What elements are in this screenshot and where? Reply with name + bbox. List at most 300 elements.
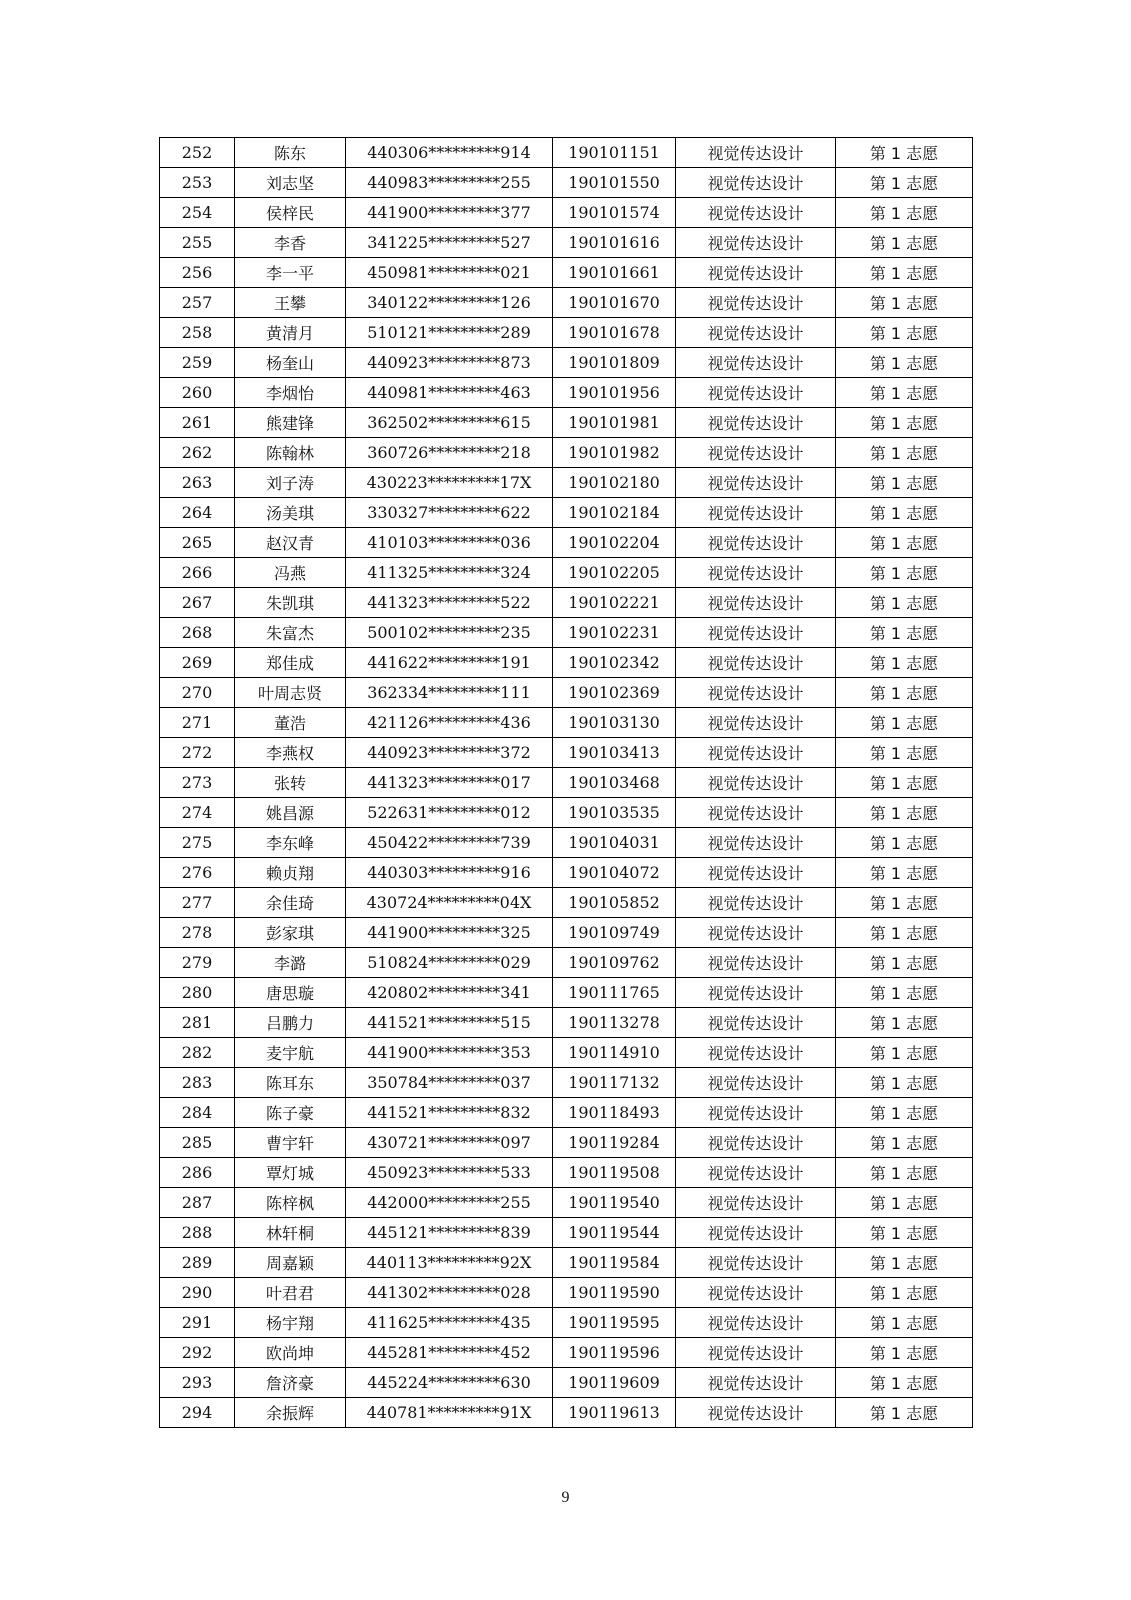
preference-cell: 第 1 志愿 xyxy=(836,198,973,228)
preference-cell: 第 1 志愿 xyxy=(836,1308,973,1338)
row-number-cell: 281 xyxy=(160,1008,235,1038)
table-row xyxy=(160,858,973,888)
row-number-cell: 264 xyxy=(160,498,235,528)
exam-number-cell: 190117132 xyxy=(553,1068,676,1098)
major-cell: 视觉传达设计 xyxy=(676,738,836,768)
major-cell: 视觉传达设计 xyxy=(676,708,836,738)
major-cell: 视觉传达设计 xyxy=(676,918,836,948)
exam-number-cell: 190105852 xyxy=(553,888,676,918)
preference-cell: 第 1 志愿 xyxy=(836,168,973,198)
exam-number-cell: 190114910 xyxy=(553,1038,676,1068)
student-name-cell: 杨宇翔 xyxy=(235,1308,346,1338)
preference-cell: 第 1 志愿 xyxy=(836,558,973,588)
major-cell: 视觉传达设计 xyxy=(676,1158,836,1188)
row-number-cell: 285 xyxy=(160,1128,235,1158)
table-row xyxy=(160,258,973,288)
major-cell: 视觉传达设计 xyxy=(676,498,836,528)
row-number-cell: 263 xyxy=(160,468,235,498)
student-name-cell: 唐思璇 xyxy=(235,978,346,1008)
major-cell: 视觉传达设计 xyxy=(676,1098,836,1128)
table-row xyxy=(160,678,973,708)
exam-number-cell: 190119540 xyxy=(553,1188,676,1218)
major-cell: 视觉传达设计 xyxy=(676,888,836,918)
student-name-cell: 熊建锋 xyxy=(235,408,346,438)
student-name-cell: 陈梓枫 xyxy=(235,1188,346,1218)
major-cell: 视觉传达设计 xyxy=(676,798,836,828)
exam-number-cell: 190111765 xyxy=(553,978,676,1008)
table-row xyxy=(160,738,973,768)
id-number-cell: 360726*********218 xyxy=(346,438,553,468)
id-number-cell: 440113*********92X xyxy=(346,1248,553,1278)
row-number-cell: 286 xyxy=(160,1158,235,1188)
row-number-cell: 268 xyxy=(160,618,235,648)
preference-cell: 第 1 志愿 xyxy=(836,378,973,408)
id-number-cell: 441622*********191 xyxy=(346,648,553,678)
major-cell: 视觉传达设计 xyxy=(676,648,836,678)
id-number-cell: 410103*********036 xyxy=(346,528,553,558)
major-cell: 视觉传达设计 xyxy=(676,678,836,708)
preference-cell: 第 1 志愿 xyxy=(836,738,973,768)
student-name-cell: 李燕权 xyxy=(235,738,346,768)
exam-number-cell: 190102342 xyxy=(553,648,676,678)
preference-cell: 第 1 志愿 xyxy=(836,438,973,468)
major-cell: 视觉传达设计 xyxy=(676,1368,836,1398)
table-row xyxy=(160,138,973,168)
preference-cell: 第 1 志愿 xyxy=(836,618,973,648)
id-number-cell: 445224*********630 xyxy=(346,1368,553,1398)
id-number-cell: 421126*********436 xyxy=(346,708,553,738)
id-number-cell: 340122*********126 xyxy=(346,288,553,318)
id-number-cell: 442000*********255 xyxy=(346,1188,553,1218)
preference-cell: 第 1 志愿 xyxy=(836,1128,973,1158)
major-cell: 视觉传达设计 xyxy=(676,1188,836,1218)
preference-cell: 第 1 志愿 xyxy=(836,678,973,708)
student-name-cell: 李香 xyxy=(235,228,346,258)
exam-number-cell: 190103468 xyxy=(553,768,676,798)
major-cell: 视觉传达设计 xyxy=(676,348,836,378)
major-cell: 视觉传达设计 xyxy=(676,858,836,888)
major-cell: 视觉传达设计 xyxy=(676,1278,836,1308)
major-cell: 视觉传达设计 xyxy=(676,1248,836,1278)
preference-cell: 第 1 志愿 xyxy=(836,858,973,888)
table-row xyxy=(160,618,973,648)
row-number-cell: 261 xyxy=(160,408,235,438)
table-row xyxy=(160,468,973,498)
exam-number-cell: 190113278 xyxy=(553,1008,676,1038)
student-name-cell: 吕鹏力 xyxy=(235,1008,346,1038)
student-name-cell: 黄清月 xyxy=(235,318,346,348)
id-number-cell: 441302*********028 xyxy=(346,1278,553,1308)
preference-cell: 第 1 志愿 xyxy=(836,318,973,348)
id-number-cell: 440303*********916 xyxy=(346,858,553,888)
id-number-cell: 445121*********839 xyxy=(346,1218,553,1248)
major-cell: 视觉传达设计 xyxy=(676,1128,836,1158)
table-row xyxy=(160,1218,973,1248)
preference-cell: 第 1 志愿 xyxy=(836,768,973,798)
major-cell: 视觉传达设计 xyxy=(676,468,836,498)
student-name-cell: 陈子豪 xyxy=(235,1098,346,1128)
exam-number-cell: 190102231 xyxy=(553,618,676,648)
row-number-cell: 288 xyxy=(160,1218,235,1248)
id-number-cell: 430223*********17X xyxy=(346,468,553,498)
preference-cell: 第 1 志愿 xyxy=(836,1158,973,1188)
student-name-cell: 董浩 xyxy=(235,708,346,738)
student-name-cell: 赖贞翔 xyxy=(235,858,346,888)
student-name-cell: 杨奎山 xyxy=(235,348,346,378)
exam-number-cell: 190101151 xyxy=(553,138,676,168)
student-name-cell: 侯梓民 xyxy=(235,198,346,228)
preference-cell: 第 1 志愿 xyxy=(836,228,973,258)
exam-number-cell: 190119596 xyxy=(553,1338,676,1368)
id-number-cell: 441900*********377 xyxy=(346,198,553,228)
id-number-cell: 330327*********622 xyxy=(346,498,553,528)
exam-number-cell: 190119284 xyxy=(553,1128,676,1158)
table-row xyxy=(160,918,973,948)
preference-cell: 第 1 志愿 xyxy=(836,288,973,318)
exam-number-cell: 190119613 xyxy=(553,1398,676,1428)
id-number-cell: 440983*********255 xyxy=(346,168,553,198)
student-name-cell: 陈耳东 xyxy=(235,1068,346,1098)
exam-number-cell: 190104072 xyxy=(553,858,676,888)
preference-cell: 第 1 志愿 xyxy=(836,528,973,558)
row-number-cell: 279 xyxy=(160,948,235,978)
exam-number-cell: 190119508 xyxy=(553,1158,676,1188)
row-number-cell: 282 xyxy=(160,1038,235,1068)
row-number-cell: 284 xyxy=(160,1098,235,1128)
table-row xyxy=(160,1098,973,1128)
table-row xyxy=(160,438,973,468)
row-number-cell: 283 xyxy=(160,1068,235,1098)
exam-number-cell: 190103130 xyxy=(553,708,676,738)
row-number-cell: 290 xyxy=(160,1278,235,1308)
table-row xyxy=(160,768,973,798)
preference-cell: 第 1 志愿 xyxy=(836,828,973,858)
id-number-cell: 441521*********515 xyxy=(346,1008,553,1038)
exam-number-cell: 190102205 xyxy=(553,558,676,588)
table-row xyxy=(160,948,973,978)
major-cell: 视觉传达设计 xyxy=(676,288,836,318)
id-number-cell: 441900*********325 xyxy=(346,918,553,948)
exam-number-cell: 190101550 xyxy=(553,168,676,198)
row-number-cell: 278 xyxy=(160,918,235,948)
student-name-cell: 陈东 xyxy=(235,138,346,168)
id-number-cell: 441521*********832 xyxy=(346,1098,553,1128)
table-row xyxy=(160,1308,973,1338)
exam-number-cell: 190119584 xyxy=(553,1248,676,1278)
student-name-cell: 曹宇轩 xyxy=(235,1128,346,1158)
table-row xyxy=(160,1128,973,1158)
major-cell: 视觉传达设计 xyxy=(676,948,836,978)
page-number: 9 xyxy=(561,1489,570,1506)
preference-cell: 第 1 志愿 xyxy=(836,258,973,288)
exam-number-cell: 190119590 xyxy=(553,1278,676,1308)
table-row xyxy=(160,708,973,738)
id-number-cell: 450422*********739 xyxy=(346,828,553,858)
student-name-cell: 刘志坚 xyxy=(235,168,346,198)
student-name-cell: 麦宇航 xyxy=(235,1038,346,1068)
row-number-cell: 266 xyxy=(160,558,235,588)
exam-number-cell: 190103413 xyxy=(553,738,676,768)
preference-cell: 第 1 志愿 xyxy=(836,948,973,978)
student-name-cell: 刘子涛 xyxy=(235,468,346,498)
student-name-cell: 冯燕 xyxy=(235,558,346,588)
preference-cell: 第 1 志愿 xyxy=(836,978,973,1008)
table-row xyxy=(160,1038,973,1068)
major-cell: 视觉传达设计 xyxy=(676,588,836,618)
table-row xyxy=(160,1158,973,1188)
id-number-cell: 341225*********527 xyxy=(346,228,553,258)
row-number-cell: 292 xyxy=(160,1338,235,1368)
student-name-cell: 叶君君 xyxy=(235,1278,346,1308)
student-name-cell: 李东峰 xyxy=(235,828,346,858)
major-cell: 视觉传达设计 xyxy=(676,198,836,228)
major-cell: 视觉传达设计 xyxy=(676,528,836,558)
table-row xyxy=(160,498,973,528)
exam-number-cell: 190101956 xyxy=(553,378,676,408)
table-row xyxy=(160,648,973,678)
preference-cell: 第 1 志愿 xyxy=(836,1098,973,1128)
row-number-cell: 287 xyxy=(160,1188,235,1218)
row-number-cell: 274 xyxy=(160,798,235,828)
row-number-cell: 276 xyxy=(160,858,235,888)
student-name-cell: 张转 xyxy=(235,768,346,798)
exam-number-cell: 190118493 xyxy=(553,1098,676,1128)
table-row xyxy=(160,288,973,318)
exam-number-cell: 190119544 xyxy=(553,1218,676,1248)
student-name-cell: 汤美琪 xyxy=(235,498,346,528)
student-name-cell: 欧尚坤 xyxy=(235,1338,346,1368)
major-cell: 视觉传达设计 xyxy=(676,618,836,648)
preference-cell: 第 1 志愿 xyxy=(836,1338,973,1368)
row-number-cell: 289 xyxy=(160,1248,235,1278)
row-number-cell: 280 xyxy=(160,978,235,1008)
table-row xyxy=(160,1278,973,1308)
exam-number-cell: 190102369 xyxy=(553,678,676,708)
row-number-cell: 270 xyxy=(160,678,235,708)
major-cell: 视觉传达设计 xyxy=(676,438,836,468)
id-number-cell: 445281*********452 xyxy=(346,1338,553,1368)
student-name-cell: 林轩桐 xyxy=(235,1218,346,1248)
table-row xyxy=(160,198,973,228)
preference-cell: 第 1 志愿 xyxy=(836,1368,973,1398)
table-row xyxy=(160,1368,973,1398)
student-name-cell: 彭家琪 xyxy=(235,918,346,948)
exam-number-cell: 190104031 xyxy=(553,828,676,858)
row-number-cell: 253 xyxy=(160,168,235,198)
major-cell: 视觉传达设计 xyxy=(676,1068,836,1098)
student-name-cell: 姚昌源 xyxy=(235,798,346,828)
exam-number-cell: 190109762 xyxy=(553,948,676,978)
row-number-cell: 255 xyxy=(160,228,235,258)
student-name-cell: 朱富杰 xyxy=(235,618,346,648)
student-name-cell: 李一平 xyxy=(235,258,346,288)
table-row xyxy=(160,828,973,858)
exam-number-cell: 190102180 xyxy=(553,468,676,498)
exam-number-cell: 190119609 xyxy=(553,1368,676,1398)
student-name-cell: 余振辉 xyxy=(235,1398,346,1428)
exam-number-cell: 190102184 xyxy=(553,498,676,528)
row-number-cell: 258 xyxy=(160,318,235,348)
major-cell: 视觉传达设计 xyxy=(676,768,836,798)
preference-cell: 第 1 志愿 xyxy=(836,1398,973,1428)
major-cell: 视觉传达设计 xyxy=(676,1218,836,1248)
id-number-cell: 440981*********463 xyxy=(346,378,553,408)
exam-number-cell: 190101809 xyxy=(553,348,676,378)
preference-cell: 第 1 志愿 xyxy=(836,798,973,828)
major-cell: 视觉传达设计 xyxy=(676,1008,836,1038)
preference-cell: 第 1 志愿 xyxy=(836,888,973,918)
major-cell: 视觉传达设计 xyxy=(676,168,836,198)
student-name-cell: 周嘉颖 xyxy=(235,1248,346,1278)
table-row xyxy=(160,798,973,828)
exam-number-cell: 190101574 xyxy=(553,198,676,228)
exam-number-cell: 190102204 xyxy=(553,528,676,558)
row-number-cell: 267 xyxy=(160,588,235,618)
table-row xyxy=(160,1338,973,1368)
table-row xyxy=(160,228,973,258)
id-number-cell: 440306*********914 xyxy=(346,138,553,168)
preference-cell: 第 1 志愿 xyxy=(836,1068,973,1098)
id-number-cell: 362334*********111 xyxy=(346,678,553,708)
table-row xyxy=(160,168,973,198)
table-row xyxy=(160,1008,973,1038)
preference-cell: 第 1 志愿 xyxy=(836,588,973,618)
id-number-cell: 441323*********522 xyxy=(346,588,553,618)
table-row xyxy=(160,348,973,378)
id-number-cell: 510121*********289 xyxy=(346,318,553,348)
student-name-cell: 余佳琦 xyxy=(235,888,346,918)
major-cell: 视觉传达设计 xyxy=(676,558,836,588)
row-number-cell: 273 xyxy=(160,768,235,798)
student-name-cell: 叶周志贤 xyxy=(235,678,346,708)
id-number-cell: 441900*********353 xyxy=(346,1038,553,1068)
student-name-cell: 覃灯城 xyxy=(235,1158,346,1188)
exam-number-cell: 190101678 xyxy=(553,318,676,348)
preference-cell: 第 1 志愿 xyxy=(836,1188,973,1218)
row-number-cell: 294 xyxy=(160,1398,235,1428)
row-number-cell: 252 xyxy=(160,138,235,168)
table-row xyxy=(160,528,973,558)
id-number-cell: 440923*********873 xyxy=(346,348,553,378)
student-name-cell: 赵汉青 xyxy=(235,528,346,558)
preference-cell: 第 1 志愿 xyxy=(836,918,973,948)
student-name-cell: 李烟怡 xyxy=(235,378,346,408)
id-number-cell: 362502*********615 xyxy=(346,408,553,438)
student-name-cell: 詹济豪 xyxy=(235,1368,346,1398)
exam-number-cell: 190101981 xyxy=(553,408,676,438)
row-number-cell: 257 xyxy=(160,288,235,318)
row-number-cell: 254 xyxy=(160,198,235,228)
table-row xyxy=(160,1398,973,1428)
exam-number-cell: 190103535 xyxy=(553,798,676,828)
row-number-cell: 293 xyxy=(160,1368,235,1398)
major-cell: 视觉传达设计 xyxy=(676,1308,836,1338)
preference-cell: 第 1 志愿 xyxy=(836,468,973,498)
id-number-cell: 522631*********012 xyxy=(346,798,553,828)
table-row xyxy=(160,558,973,588)
table-row xyxy=(160,588,973,618)
preference-cell: 第 1 志愿 xyxy=(836,1248,973,1278)
id-number-cell: 411625*********435 xyxy=(346,1308,553,1338)
row-number-cell: 259 xyxy=(160,348,235,378)
student-name-cell: 李潞 xyxy=(235,948,346,978)
id-number-cell: 510824*********029 xyxy=(346,948,553,978)
table-row xyxy=(160,1248,973,1278)
id-number-cell: 411325*********324 xyxy=(346,558,553,588)
major-cell: 视觉传达设计 xyxy=(676,1038,836,1068)
id-number-cell: 430724*********04X xyxy=(346,888,553,918)
preference-cell: 第 1 志愿 xyxy=(836,1278,973,1308)
student-name-cell: 王攀 xyxy=(235,288,346,318)
major-cell: 视觉传达设计 xyxy=(676,138,836,168)
preference-cell: 第 1 志愿 xyxy=(836,1038,973,1068)
exam-number-cell: 190119595 xyxy=(553,1308,676,1338)
student-name-cell: 朱凯琪 xyxy=(235,588,346,618)
table-row xyxy=(160,978,973,1008)
row-number-cell: 291 xyxy=(160,1308,235,1338)
row-number-cell: 277 xyxy=(160,888,235,918)
preference-cell: 第 1 志愿 xyxy=(836,498,973,528)
student-name-cell: 陈翰林 xyxy=(235,438,346,468)
admission-list-table xyxy=(159,137,973,1428)
exam-number-cell: 190102221 xyxy=(553,588,676,618)
row-number-cell: 272 xyxy=(160,738,235,768)
major-cell: 视觉传达设计 xyxy=(676,408,836,438)
table-row xyxy=(160,408,973,438)
row-number-cell: 265 xyxy=(160,528,235,558)
table-row xyxy=(160,1068,973,1098)
id-number-cell: 450981*********021 xyxy=(346,258,553,288)
major-cell: 视觉传达设计 xyxy=(676,378,836,408)
major-cell: 视觉传达设计 xyxy=(676,978,836,1008)
id-number-cell: 440923*********372 xyxy=(346,738,553,768)
preference-cell: 第 1 志愿 xyxy=(836,1008,973,1038)
exam-number-cell: 190109749 xyxy=(553,918,676,948)
row-number-cell: 271 xyxy=(160,708,235,738)
preference-cell: 第 1 志愿 xyxy=(836,348,973,378)
exam-number-cell: 190101670 xyxy=(553,288,676,318)
id-number-cell: 420802*********341 xyxy=(346,978,553,1008)
table-row xyxy=(160,378,973,408)
major-cell: 视觉传达设计 xyxy=(676,318,836,348)
row-number-cell: 256 xyxy=(160,258,235,288)
exam-number-cell: 190101661 xyxy=(553,258,676,288)
id-number-cell: 441323*********017 xyxy=(346,768,553,798)
major-cell: 视觉传达设计 xyxy=(676,1338,836,1368)
table-row xyxy=(160,1188,973,1218)
id-number-cell: 430721*********097 xyxy=(346,1128,553,1158)
exam-number-cell: 190101982 xyxy=(553,438,676,468)
student-name-cell: 郑佳成 xyxy=(235,648,346,678)
id-number-cell: 440781*********91X xyxy=(346,1398,553,1428)
preference-cell: 第 1 志愿 xyxy=(836,408,973,438)
major-cell: 视觉传达设计 xyxy=(676,258,836,288)
major-cell: 视觉传达设计 xyxy=(676,1398,836,1428)
row-number-cell: 262 xyxy=(160,438,235,468)
preference-cell: 第 1 志愿 xyxy=(836,138,973,168)
row-number-cell: 269 xyxy=(160,648,235,678)
table-row xyxy=(160,888,973,918)
preference-cell: 第 1 志愿 xyxy=(836,1218,973,1248)
id-number-cell: 450923*********533 xyxy=(346,1158,553,1188)
row-number-cell: 275 xyxy=(160,828,235,858)
major-cell: 视觉传达设计 xyxy=(676,828,836,858)
table-row xyxy=(160,318,973,348)
row-number-cell: 260 xyxy=(160,378,235,408)
exam-number-cell: 190101616 xyxy=(553,228,676,258)
major-cell: 视觉传达设计 xyxy=(676,228,836,258)
table-body xyxy=(160,138,973,1428)
